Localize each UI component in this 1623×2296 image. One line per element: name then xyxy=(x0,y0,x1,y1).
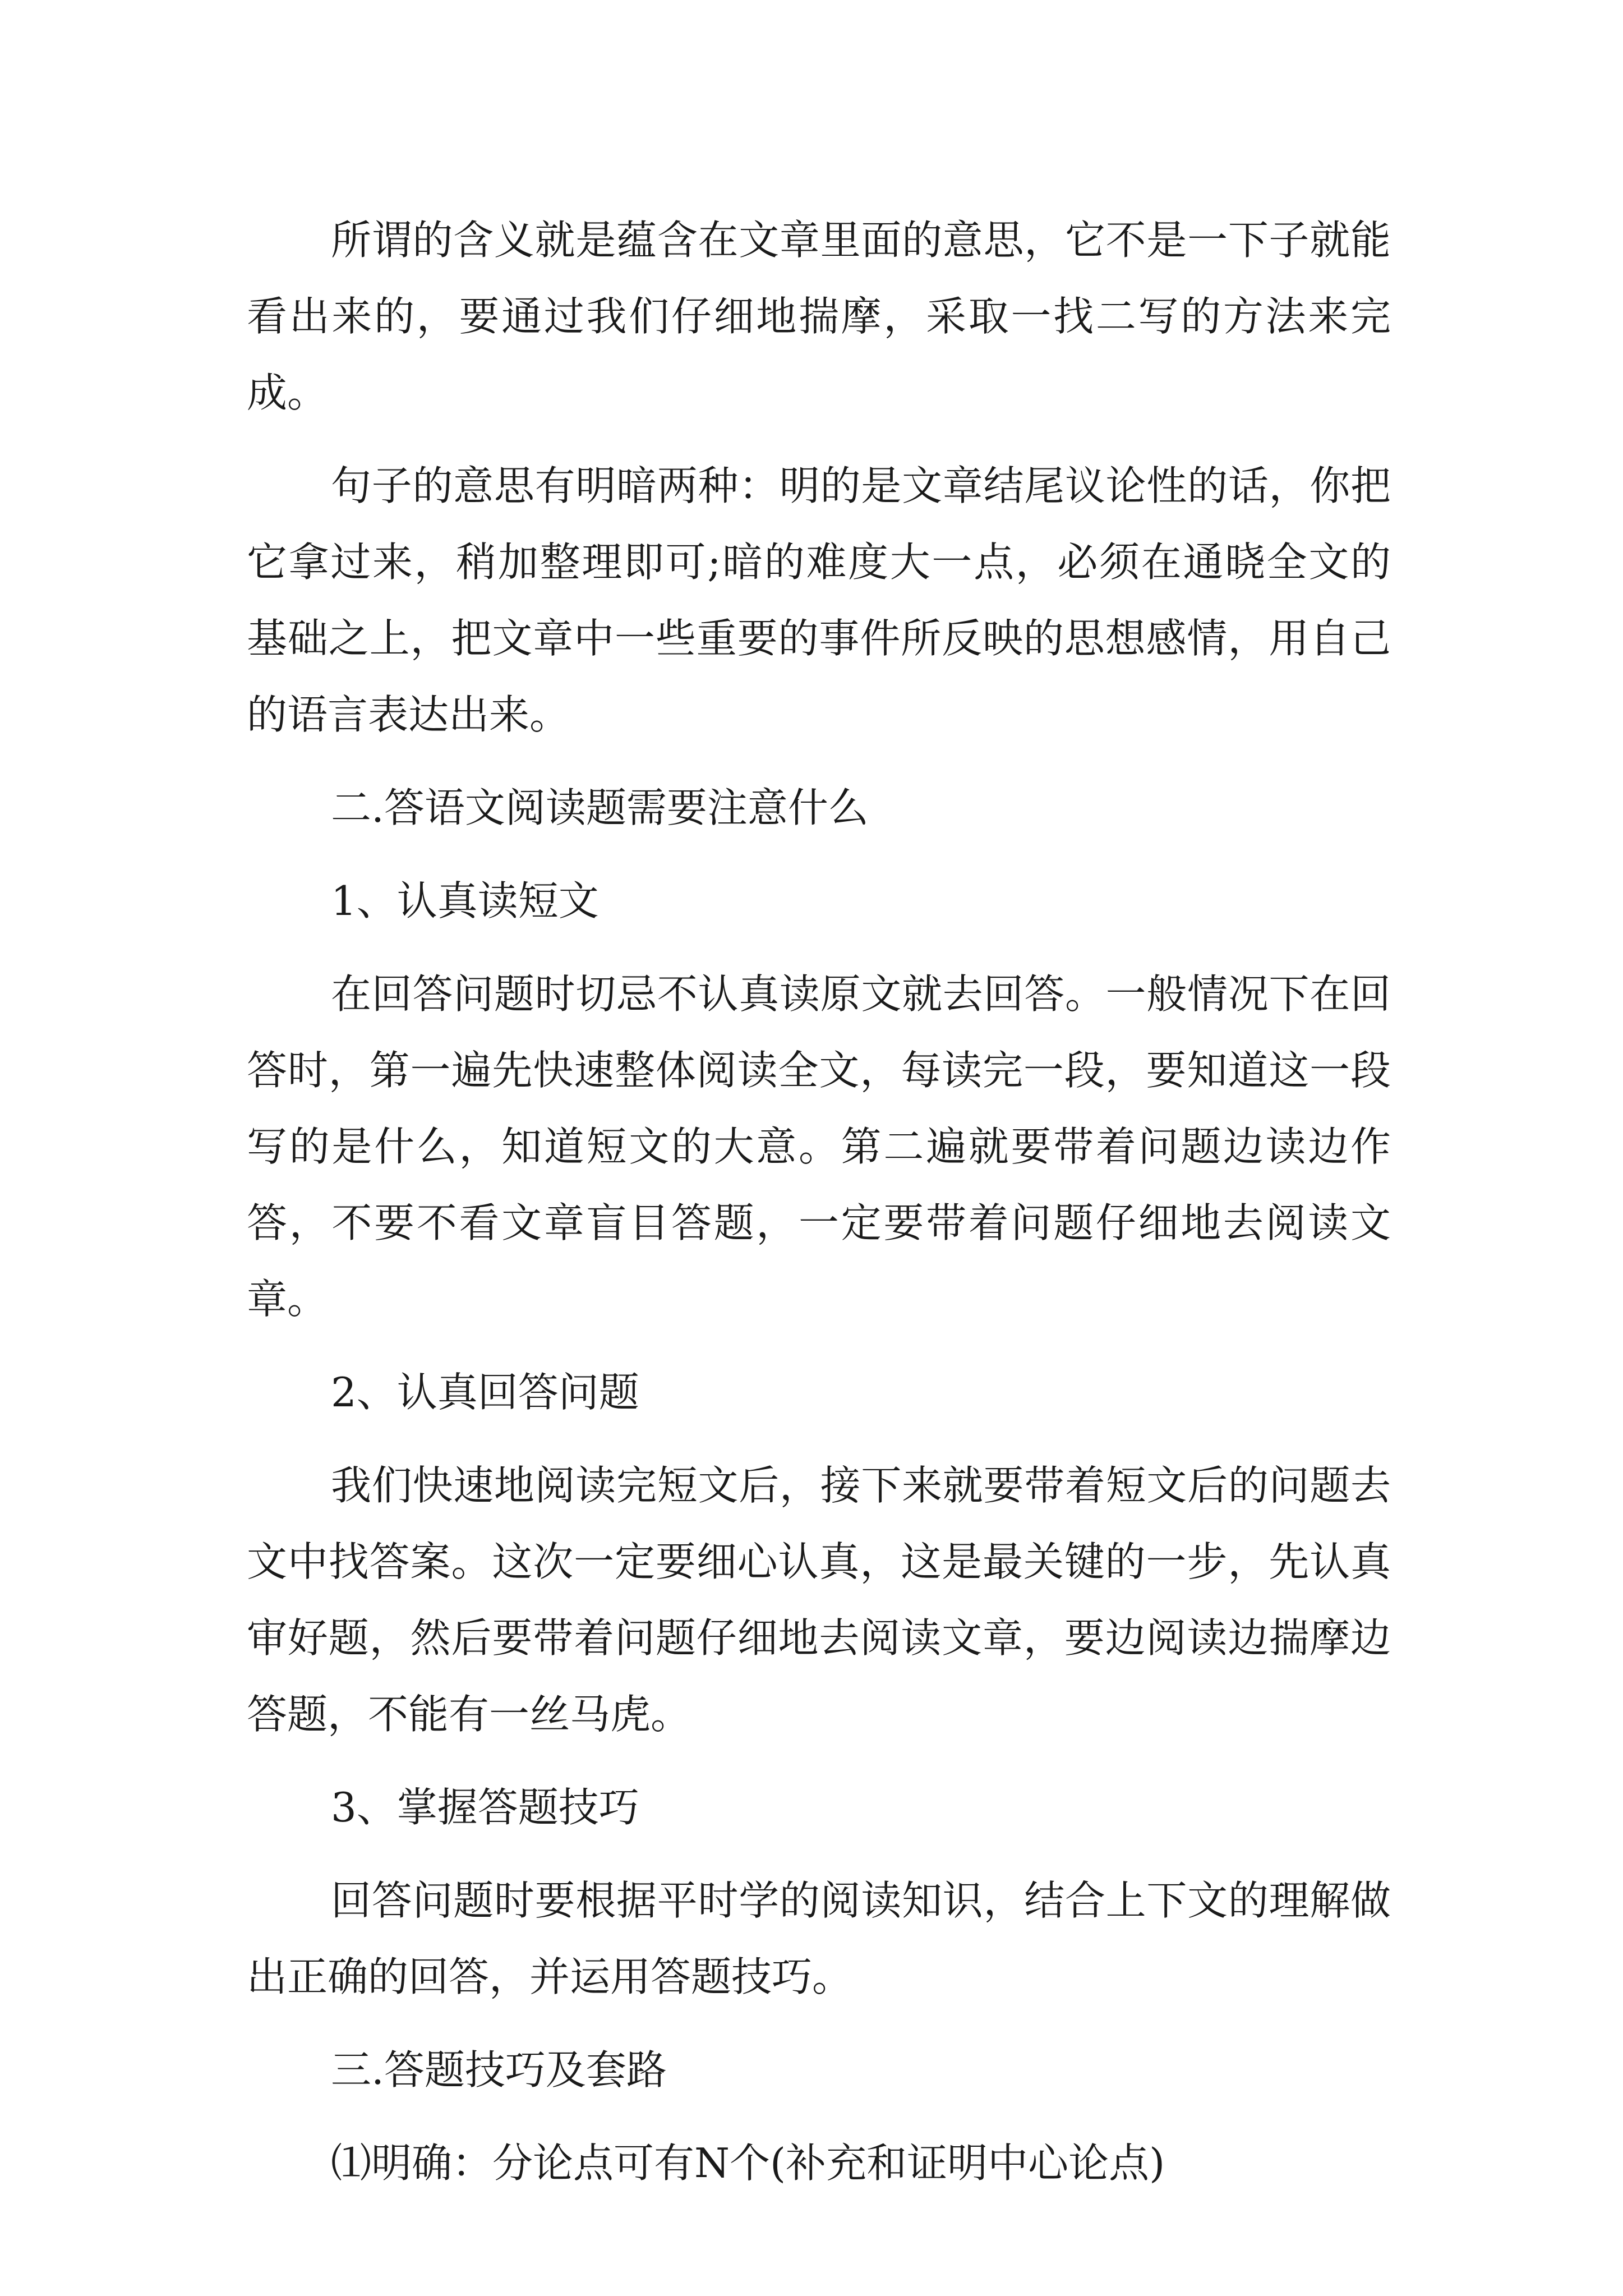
subheading-answer-carefully: 2、认真回答问题 xyxy=(331,1369,639,1416)
subheading-answer-skills: 3、掌握答题技巧 xyxy=(331,1784,639,1831)
paragraph-sentence-meaning: 句子的意思有明暗两种：明的是文章结尾议论性的话，你把它拿过来，稍加整理即可;暗的难度大一点，必须在通晓全文的基础之上，把文章中一些重要的事件所反映的思想感情，用自己的语言表达出来。 xyxy=(247,462,1391,738)
list-item-1: ⑴明确：分论点可有N个(补充和证明中心论点) xyxy=(331,2139,1165,2187)
paragraph-answer-carefully: 我们快速地阅读完短文后，接下来就要带着短文后的问题去文中找答案。这次一定要细心认真，这是最关键的一步，先认真审好题，然后要带着问题仔细地去阅读文章，要边阅读边揣摩边答题，不能有一丝马虎。 xyxy=(247,1462,1391,1738)
section-heading-3: 三.答题技巧及套路 xyxy=(331,2046,667,2093)
section-heading-2: 二.答语文阅读题需要注意什么 xyxy=(331,784,869,831)
paragraph-answer-skills: 回答问题时要根据平时学的阅读知识，结合上下文的理解做出正确的回答，并运用答题技巧。 xyxy=(247,1877,1391,2000)
document-body xyxy=(247,202,1391,2218)
paragraph-meaning-definition: 所谓的含义就是蕴含在文章里面的意思，它不是一下子就能看出来的，要通过我们仔细地揣摩，采取一找二写的方法来完成。 xyxy=(247,217,1391,416)
paragraph-read-carefully: 在回答问题时切忌不认真读原文就去回答。一般情况下在回答时，第一遍先快速整体阅读全文，每读完一段，要知道这一段写的是什么，知道短文的大意。第二遍就要带着问题边读边作答，不要不看文章盲目答题，一定要带着问题仔细地去阅读文章。 xyxy=(247,970,1391,1323)
subheading-read-carefully: 1、认真读短文 xyxy=(331,877,599,924)
